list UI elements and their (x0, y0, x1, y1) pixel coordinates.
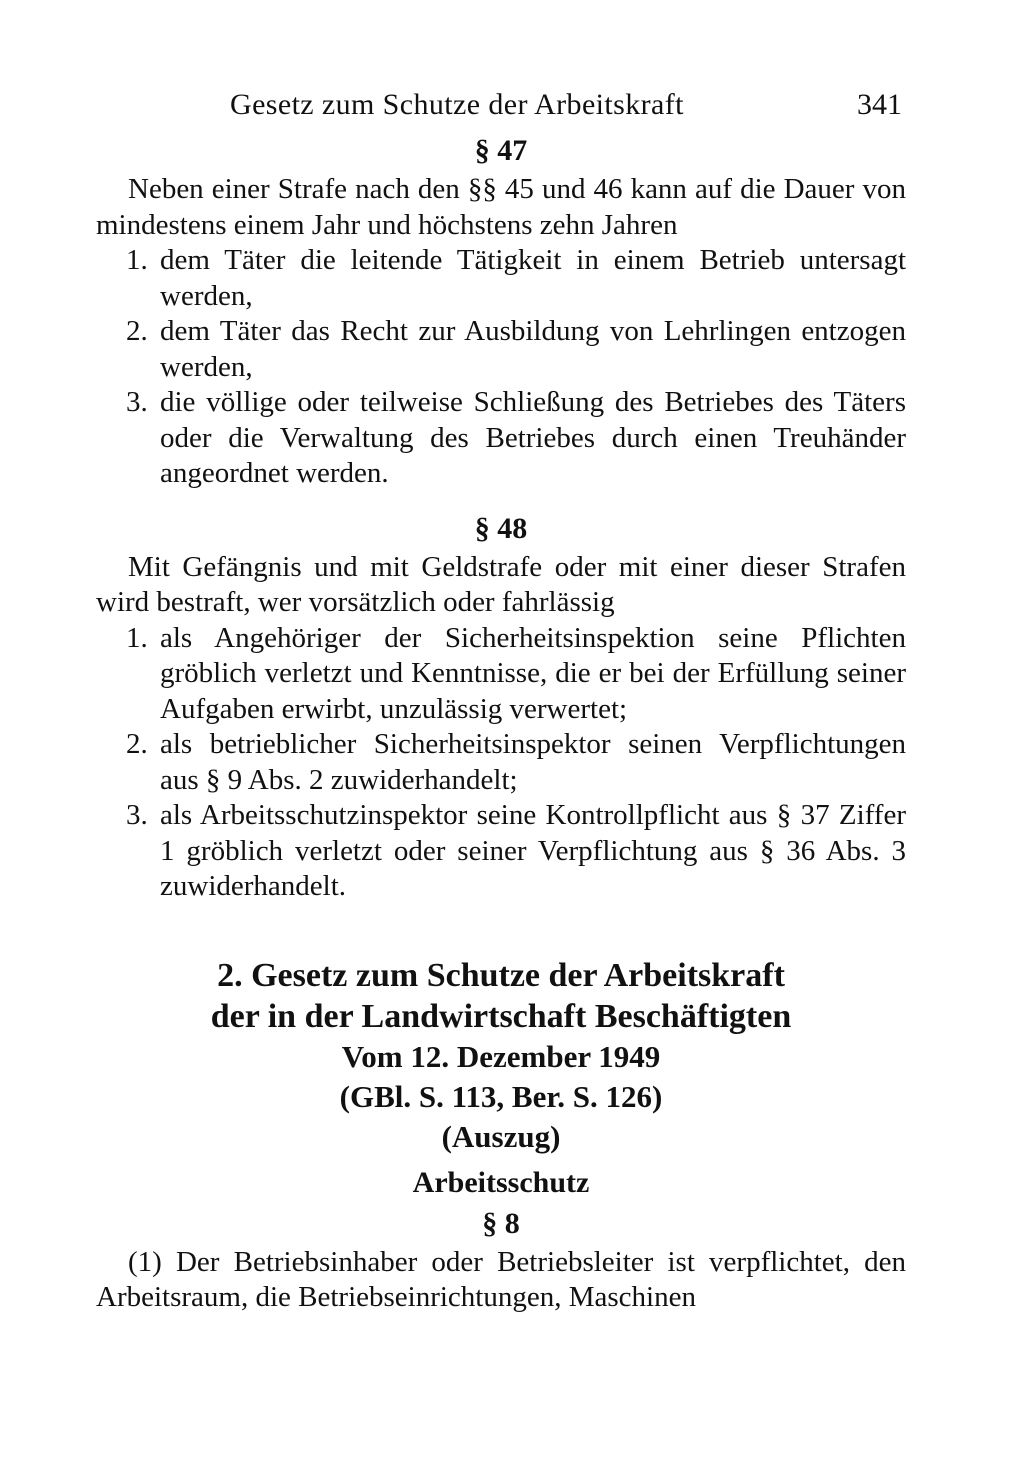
section-48 (96, 508, 906, 905)
item-text: die völlige oder teilweise Schließung des Betriebes des Täters oder die Verwaltung des Betriebes durch einen Treuhänder angeordnet werden. (160, 386, 906, 489)
law-heading-line-2: der in der Landwirtschaft Beschäftigten (210, 997, 792, 1035)
list-item (96, 314, 906, 385)
excerpt-note: (Auszug) (441, 1118, 561, 1154)
list-item (96, 621, 906, 728)
section-47-intro: Neben einer Strafe nach den §§ 45 und 46 kann auf die Dauer von mindestens einem Jahr und höchstens zehn Jahren (96, 173, 906, 241)
subsection-title: Arbeitsschutz (412, 1165, 590, 1199)
item-text: als betrieblicher Sicherheitsinspektor seinen Verpflichtungen aus § 9 Abs. 2 zuwiderhandelt; (160, 728, 906, 796)
law-heading-line-1: 2. Gesetz zum Schutze der Arbeitskraft (217, 956, 785, 994)
section-8-mark: § 8 (482, 1206, 520, 1240)
law-date: Vom 12. Dezember 1949 (341, 1038, 661, 1074)
item-text: dem Täter die leitende Tätigkeit in einem Betrieb untersagt werden, (160, 244, 906, 312)
item-number: 3. (126, 799, 148, 831)
section-47 (96, 130, 906, 492)
item-number: 3. (126, 386, 148, 418)
law-2 (96, 955, 906, 1316)
section-48-mark: § 48 (474, 511, 528, 545)
section-8-paragraph-1: (1) Der Betriebsinhaber oder Betriebsleiter ist verpflichtet, den Arbeitsraum, die Betriebseinrichtungen, Maschinen (96, 1245, 906, 1313)
section-47-items (96, 243, 906, 492)
item-text: dem Täter das Recht zur Ausbildung von Lehrlingen entzogen werden, (160, 315, 906, 383)
list-item (96, 243, 906, 314)
spacer (96, 492, 906, 508)
item-number: 1. (126, 621, 148, 654)
section-48-intro: Mit Gefängnis und mit Geldstrafe oder mit einer dieser Strafen wird bestraft, wer vorsätzlich oder fahrlässig (96, 550, 906, 618)
item-number: 1. (126, 244, 148, 276)
list-item (96, 385, 906, 492)
section-48-items (96, 621, 906, 905)
running-head-title: Gesetz zum Schutze der Arbeitskraft (230, 88, 684, 121)
document-page (96, 80, 906, 1316)
item-number: 2. (126, 728, 148, 760)
spacer (96, 905, 906, 955)
list-item (96, 798, 906, 905)
item-number: 2. (126, 315, 148, 347)
running-head (96, 80, 906, 130)
law-citation: (GBl. S. 113, Ber. S. 126) (339, 1078, 663, 1114)
item-text: als Arbeitsschutzinspektor seine Kontrollpflicht aus § 37 Ziffer 1 gröblich verletzt oder seiner Verpflichtung aus § 36 Abs. 3 zuwiderhandelt. (160, 799, 906, 902)
page-number: 341 (857, 88, 902, 121)
item-text: als Angehöriger der Sicherheitsinspektion seine Pflichten gröblich verletzt und Kenntnisse, die er bei der Erfüllung seiner Aufgaben erwirbt, unzulässig verwertet; (160, 621, 906, 725)
list-item (96, 727, 906, 798)
section-47-mark: § 47 (474, 134, 528, 167)
